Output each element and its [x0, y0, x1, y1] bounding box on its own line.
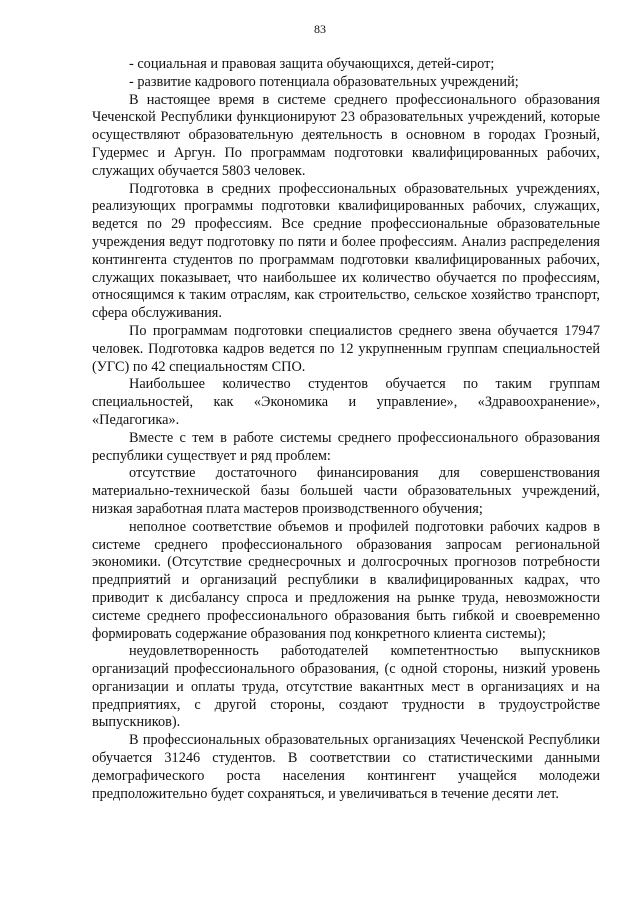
paragraph-problem-mismatch: неполное соответствие объемов и профилей подготовки рабочих кадров в системе среднего профессионального образования запросам региональной экономики. (Отсутствие среднесрочных и долгосрочных прогнозов потребности предприятий и организаций республики в квалифицированных кадрах, что приводит к дисбалансу спроса и предложения на рынке труда, невозможности системе среднего профессионального образования быть гибкой и своевременно формировать содержание образования под конкретного клиента системы); [92, 518, 600, 642]
paragraph-student-count: В профессиональных образовательных организациях Чеченской Республики обучается 31246 студентов. В соответствии со статистическими данными демографического роста населения контингент учащейся молодежи предположительно будет сохраняться, и увеличиваться в течение десяти лет. [92, 732, 600, 802]
paragraph-problems-intro: Вместе с тем в работе системы среднего профессионального образования республики существует и ряд проблем: [92, 429, 600, 464]
paragraph-training-professions: Подготовка в средних профессиональных образовательных учреждениях, реализующих программы подготовки квалифицированных рабочих, служащих, ведется по 29 профессиям. Все средние профессиональные образовательные учреждения ведут подготовку по пяти и более профессиям. Анализ распределения контингента студентов по программам подготовки квалифицированных рабочих, служащих показывает, что наибольшее их количество обучается по профессиям, относящимся к таким отраслям, как строительство, сельское хозяйство транспорт, сфера обслуживания. [92, 180, 600, 322]
document-body [92, 56, 600, 803]
paragraph-bullet-staff-development: - развитие кадрового потенциала образовательных учреждений; [129, 73, 519, 90]
paragraph-problem-employers: неудовлетворенность работодателей компетентностью выпускников организаций профессионального образования, (с одной стороны, низкий уровень организации и оплаты труда, отсутствие вакантных мест в организациях и на предприятиях, с другой стороны, создают трудности в трудоустройстве выпускников). [92, 643, 600, 731]
paragraph-bullet-social-protection: - социальная и правовая защита обучающихся, детей-сирот; [129, 56, 495, 72]
paragraph-popular-specialties: Наибольшее количество студентов обучается по таким группам специальностей, как «Экономика и управление», «Здравоохранение», «Педагогика». [92, 376, 600, 428]
paragraph-mid-level-specialists: По программам подготовки специалистов среднего звена обучается 17947 человек. Подготовка кадров ведется по 12 укрупненным группам специальностей (УГС) по 42 специальностям СПО. [92, 322, 600, 375]
page-number: 83 [314, 22, 326, 36]
paragraph-system-overview: В настоящее время в системе среднего профессионального образования Чеченской Республики функционируют 23 образовательных учреждений, которые осуществляют образовательную деятельность в основном в городах Грозный, Гудермес и Аргун. По программам подготовки квалифицированных рабочих, служащих обучается 5803 человек. [92, 91, 600, 179]
paragraph-problem-funding: отсутствие достаточного финансирования для совершенствования материально-технической базы большей части образовательных учреждений, низкая заработная плата мастеров производственного обучения; [92, 465, 600, 517]
